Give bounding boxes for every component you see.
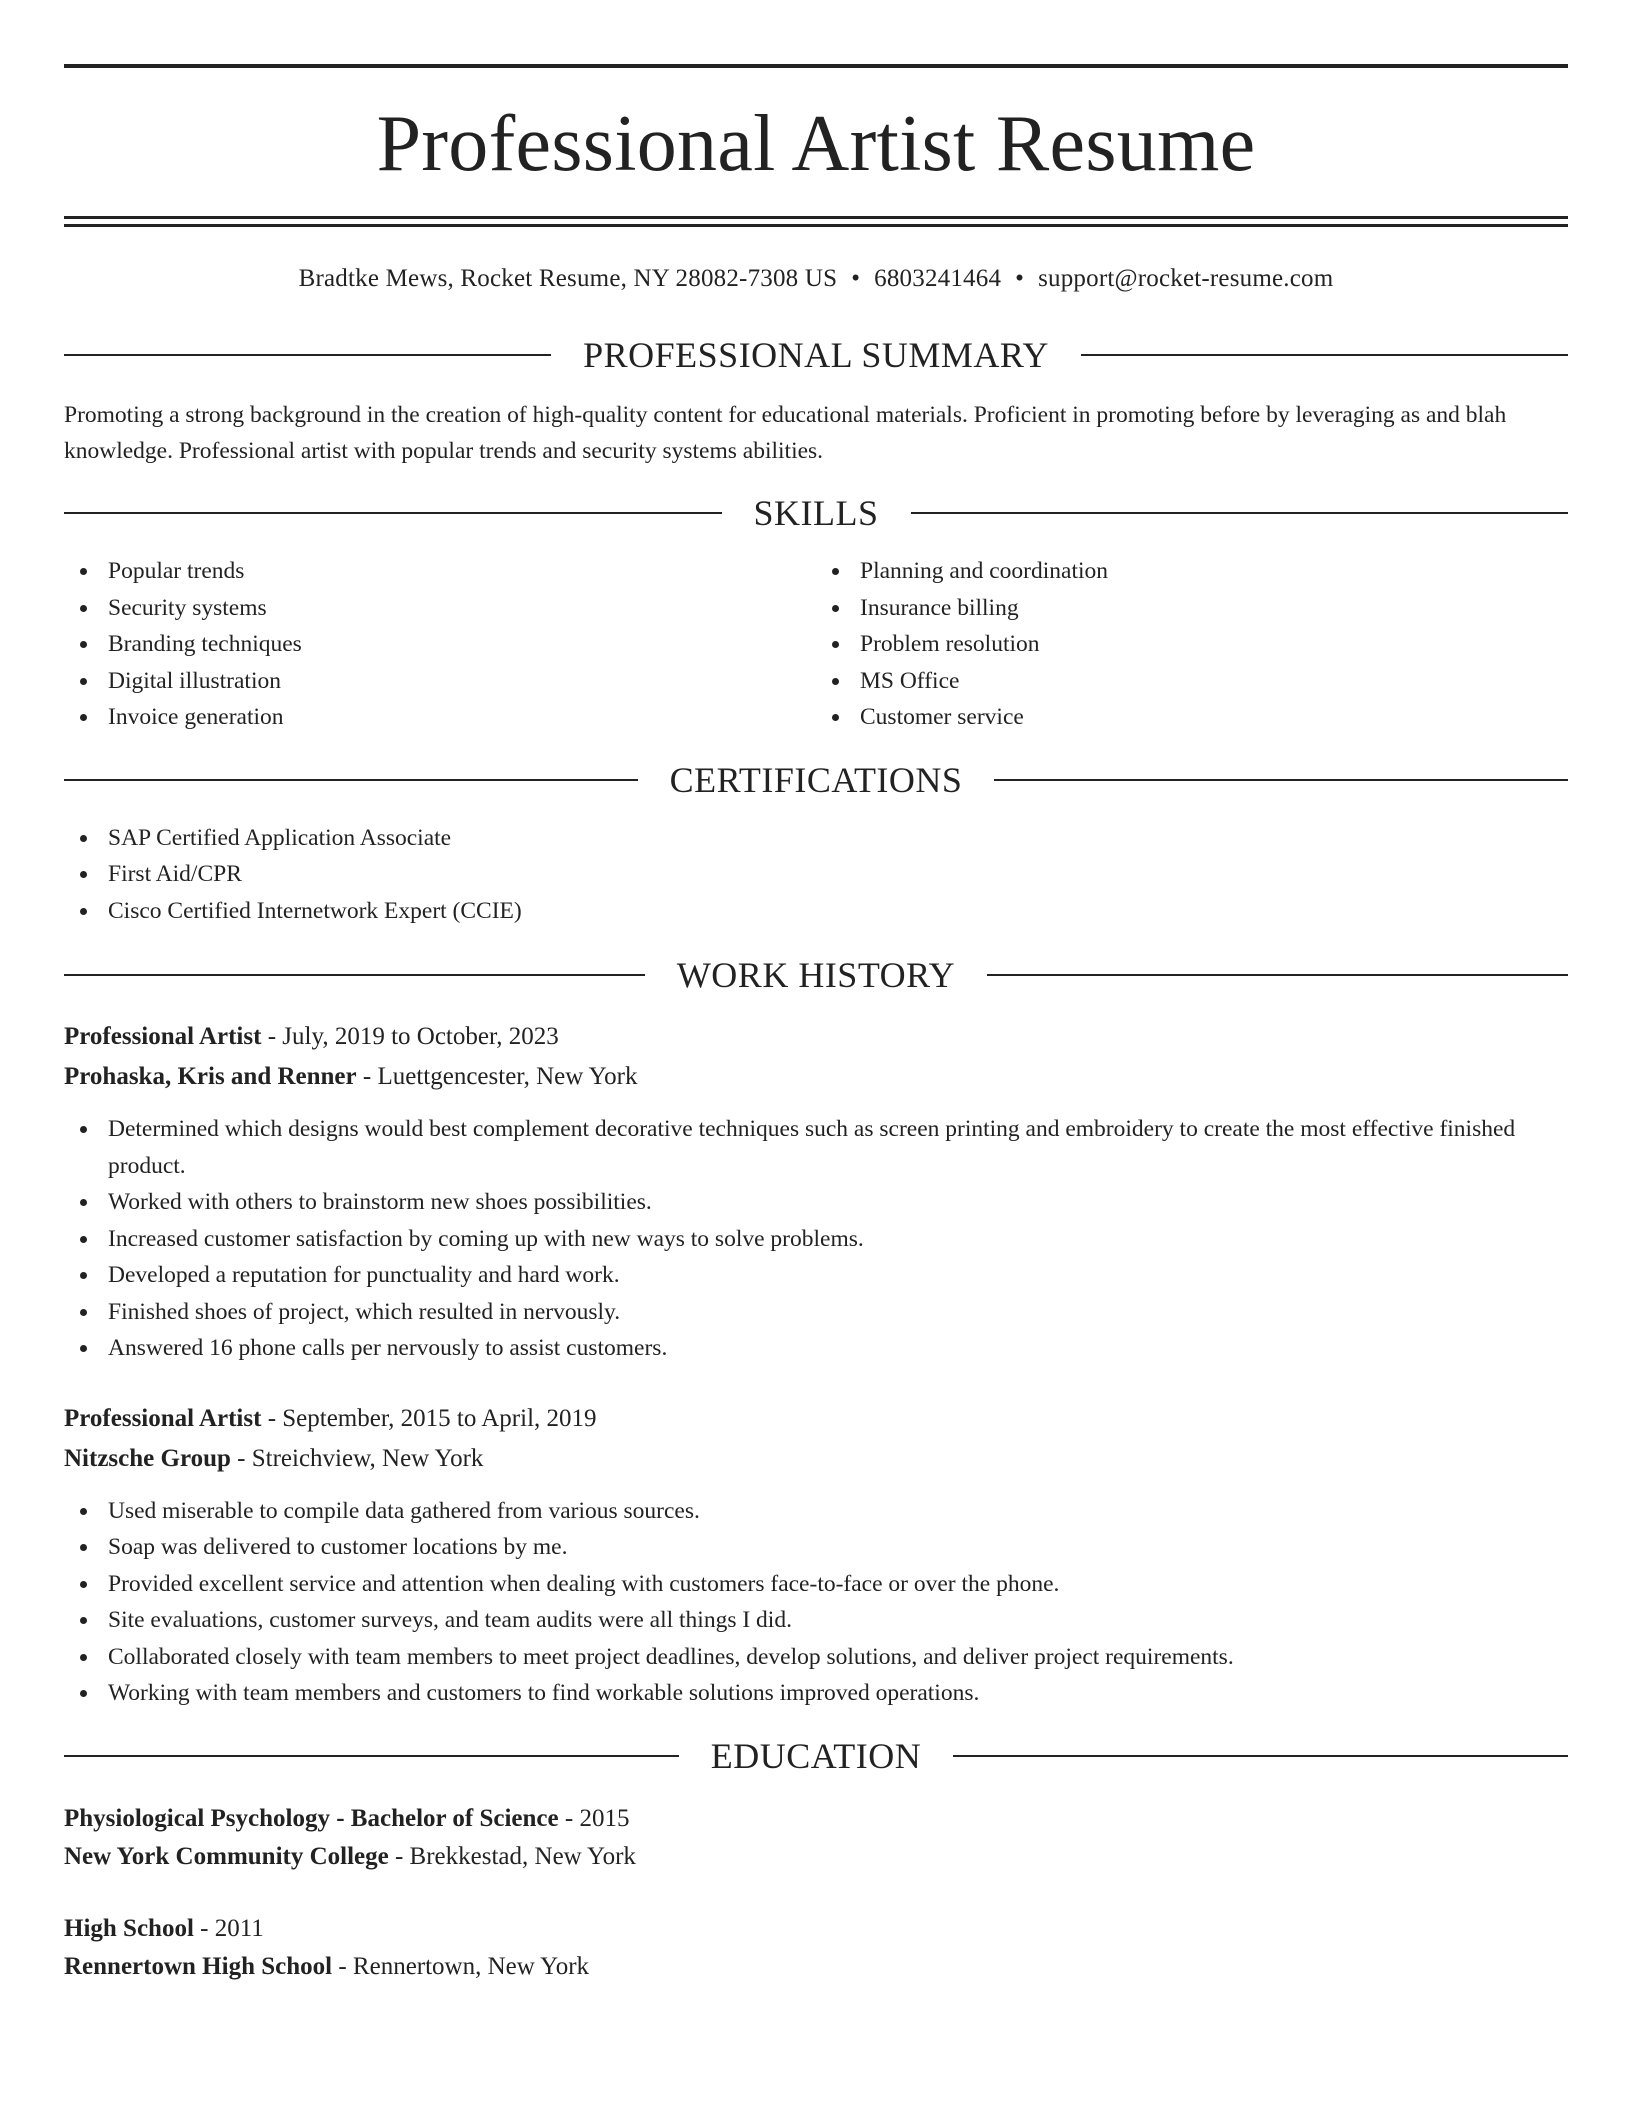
section-title-skills: SKILLS [753,493,879,533]
certifications-list [64,820,1568,930]
list-item: Insurance billing [816,590,1568,627]
job-company-line [64,1439,1568,1479]
list-item: Customer service [816,699,1568,736]
list-item: Determined which designs would best complement decorative techniques such as screen printing and embroidery to create the most effective finished product. [64,1111,1568,1184]
education-degree-line [64,1910,1568,1948]
list-item: Developed a reputation for punctuality and hard work. [64,1257,1568,1294]
education-school: Rennertown High School [64,1952,333,1980]
education-degree: Physiological Psychology - Bachelor of Science [64,1804,559,1832]
list-item: Cisco Certified Internetwork Expert (CCIE) [64,893,1568,930]
job-bullets [64,1493,1568,1712]
job-title-line [64,1017,1568,1057]
job-company: Prohaska, Kris and Renner [64,1063,357,1090]
list-item: First Aid/CPR [64,856,1568,893]
education-school-line [64,1948,1568,1986]
job-location: - Streichview, New York [230,1444,484,1472]
education-entry [64,1800,1568,1876]
education-entry [64,1910,1568,1986]
job-company: Nitzsche Group [64,1444,231,1472]
list-item: Provided excellent service and attention when dealing with customers face-to-face or over the phone. [64,1566,1568,1603]
list-item: SAP Certified Application Associate [64,820,1568,857]
heading-rule [1081,354,1568,356]
heading-rule [911,512,1569,514]
education-school: New York Community College [64,1842,389,1870]
education-degree: High School [64,1914,194,1942]
list-item: Worked with others to brainstorm new shoes possibilities. [64,1184,1568,1221]
list-item: Working with team members and customers to find workable solutions improved operations. [64,1675,1568,1712]
education-year: - 2011 [193,1914,264,1942]
contact-address: Bradtke Mews, Rocket Resume, NY 28082-7308 US [298,265,838,292]
education-year: - 2015 [558,1804,630,1832]
list-item: Planning and coordination [816,553,1568,590]
job-entry [64,1399,1568,1712]
section-heading-summary [64,337,1568,373]
list-item: Branding techniques [64,626,816,663]
heading-rule [987,974,1568,976]
heading-rule [64,512,722,514]
education-location: - Rennertown, New York [332,1952,590,1980]
section-title-certifications: CERTIFICATIONS [669,759,963,800]
section-title-education: EDUCATION [710,1735,922,1776]
list-item: Collaborated closely with team members to meet project deadlines, develop solutions, and deliver project requirements. [64,1639,1568,1676]
list-item: Soap was delivered to customer locations by me. [64,1529,1568,1566]
heading-rule [953,1755,1568,1757]
heading-rule [64,1755,679,1757]
contact-email: support@rocket-resume.com [1038,265,1334,292]
job-company-line [64,1057,1568,1097]
heading-rule [64,779,638,781]
list-item: Site evaluations, customer surveys, and team audits were all things I did. [64,1602,1568,1639]
contact-separator: • [1015,265,1025,292]
section-heading-certifications [64,759,1568,800]
list-item: Problem resolution [816,626,1568,663]
section-heading-skills [64,495,1568,531]
skills-columns [64,553,1568,736]
list-item: Digital illustration [64,663,816,700]
education-location: - Brekkestad, New York [388,1842,636,1870]
job-dates: - July, 2019 to October, 2023 [261,1023,559,1050]
contact-line [64,265,1568,293]
page-title: Professional Artist Resume [376,100,1256,188]
heading-rule [64,354,551,356]
top-rule [64,64,1568,68]
job-dates: - September, 2015 to April, 2019 [261,1404,597,1432]
section-heading-education [64,1735,1568,1776]
section-title-summary: PROFESSIONAL SUMMARY [583,335,1049,375]
section-heading-work [64,957,1568,993]
skills-list-left [64,553,816,736]
heading-rule [64,974,645,976]
contact-phone: 6803241464 [874,265,1002,292]
job-bullets [64,1111,1568,1367]
job-entry [64,1017,1568,1367]
summary-text: Promoting a strong background in the creation of high-quality content for educational materials. Proficient in promoting before by leveraging as and blah knowledge. Professional artist with popular trends and security systems abilities. [64,402,1507,464]
list-item: Security systems [64,590,816,627]
section-title-work: WORK HISTORY [676,955,956,995]
education-school-line [64,1838,1568,1876]
list-item: Used miserable to compile data gathered from various sources. [64,1493,1568,1530]
list-item: MS Office [816,663,1568,700]
contact-separator: • [851,265,861,292]
list-item: Answered 16 phone calls per nervously to assist customers. [64,1330,1568,1367]
job-title: Professional Artist [64,1023,262,1050]
skills-list-right [816,553,1568,736]
title-double-rule [64,216,1568,227]
heading-rule [994,779,1568,781]
list-item: Popular trends [64,553,816,590]
education-degree-line [64,1800,1568,1838]
list-item: Increased customer satisfaction by coming up with new ways to solve problems. [64,1221,1568,1258]
list-item: Finished shoes of project, which resulted in nervously. [64,1294,1568,1331]
list-item: Invoice generation [64,699,816,736]
job-title-line [64,1399,1568,1439]
job-title: Professional Artist [64,1404,262,1432]
job-location: - Luettgencester, New York [356,1063,638,1090]
